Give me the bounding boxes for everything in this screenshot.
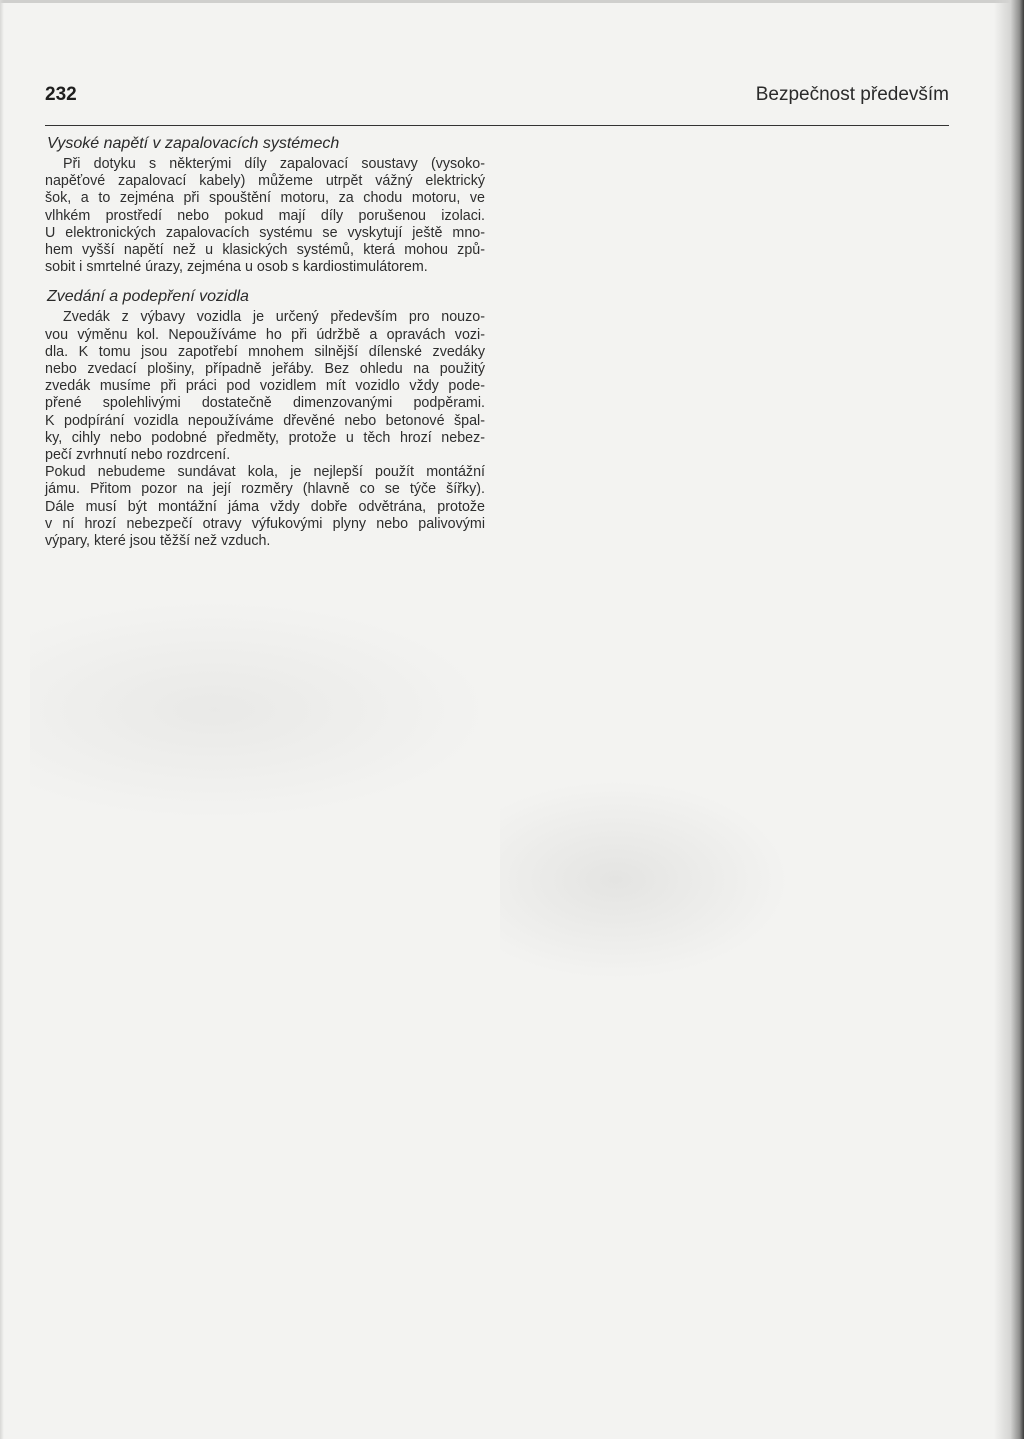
- show-through-shadow: [500, 780, 790, 980]
- text-line: ky, cihly nebo podobné předměty, protože u těch hrozí nebez-: [45, 429, 485, 446]
- section-heading-lifting: Zvedání a podepření vozidla: [47, 288, 249, 306]
- text-line: jámu. Přitom pozor na její rozměry (hlavně co se týče šířky).: [45, 481, 485, 498]
- body-text-column: [45, 134, 485, 550]
- text-line: K podpírání vozidla nepoužíváme dřevěné nebo betonové špal-: [45, 412, 485, 429]
- scan-edge-right: [994, 0, 1024, 1439]
- text-line: sobit i smrtelné úrazy, zejména u osob s kardiostimulátorem.: [45, 259, 428, 276]
- text-line: pečí zvrhnutí nebo rozdrcení.: [45, 447, 231, 464]
- paragraph: [45, 156, 485, 276]
- text-line: zvedák musíme při práci pod vozidlem mít vozidlo vždy pode-: [45, 378, 485, 395]
- text-line: hem vyšší napětí než u klasických systémů, která mohou způ-: [45, 242, 485, 259]
- paragraph: [45, 464, 485, 550]
- page-number: 232: [45, 84, 77, 105]
- text-line: nebo zvedací plošiny, případně jeřáby. Bez ohledu na použitý: [45, 361, 485, 378]
- text-line: přené spolehlivými dostatečně dimenzovanými podpěrami.: [45, 395, 485, 412]
- text-line: Při dotyku s některými díly zapalovací soustavy (vysoko-: [63, 156, 485, 172]
- text-line: výpary, které jsou těžší než vzduch.: [45, 533, 271, 550]
- text-line: napěťové zapalovací kabely) můžeme utrpět vážný elektrický: [45, 173, 485, 190]
- page-header: [45, 84, 949, 114]
- text-line: vlhkém prostředí nebo pokud mají díly porušenou izolaci.: [45, 207, 485, 224]
- show-through-shadow: [30, 600, 490, 820]
- scan-edge-top: [0, 0, 1024, 3]
- text-line: Zvedák z výbavy vozidla je určený především pro nouzo-: [63, 309, 485, 326]
- text-line: dla. K tomu jsou zapotřebí mnohem silnější dílenské zvedáky: [45, 343, 485, 360]
- text-line: vou výměnu kol. Nepoužíváme ho při údržbě a opravách vozi-: [45, 326, 485, 343]
- paragraph: [45, 309, 485, 464]
- scan-edge-left: [0, 0, 4, 1439]
- text-line: šok, a to zejména při spouštění motoru, za chodu motoru, ve: [45, 190, 485, 207]
- text-line: Pokud nebudeme sundávat kola, je nejlepší použít montážní: [45, 464, 485, 481]
- section-heading-high-voltage: Vysoké napětí v zapalovacích systémech: [47, 135, 340, 152]
- running-title: Bezpečnost především: [755, 84, 949, 105]
- text-line: v ní hrozí nebezpečí otravy výfukovými plyny nebo palivovými: [45, 515, 485, 532]
- text-line: Dále musí být montážní jáma vždy dobře odvětrána, protože: [45, 498, 485, 515]
- text-line: U elektronických zapalovacích systému se vyskytují ještě mno-: [45, 224, 485, 241]
- header-rule: [45, 125, 949, 126]
